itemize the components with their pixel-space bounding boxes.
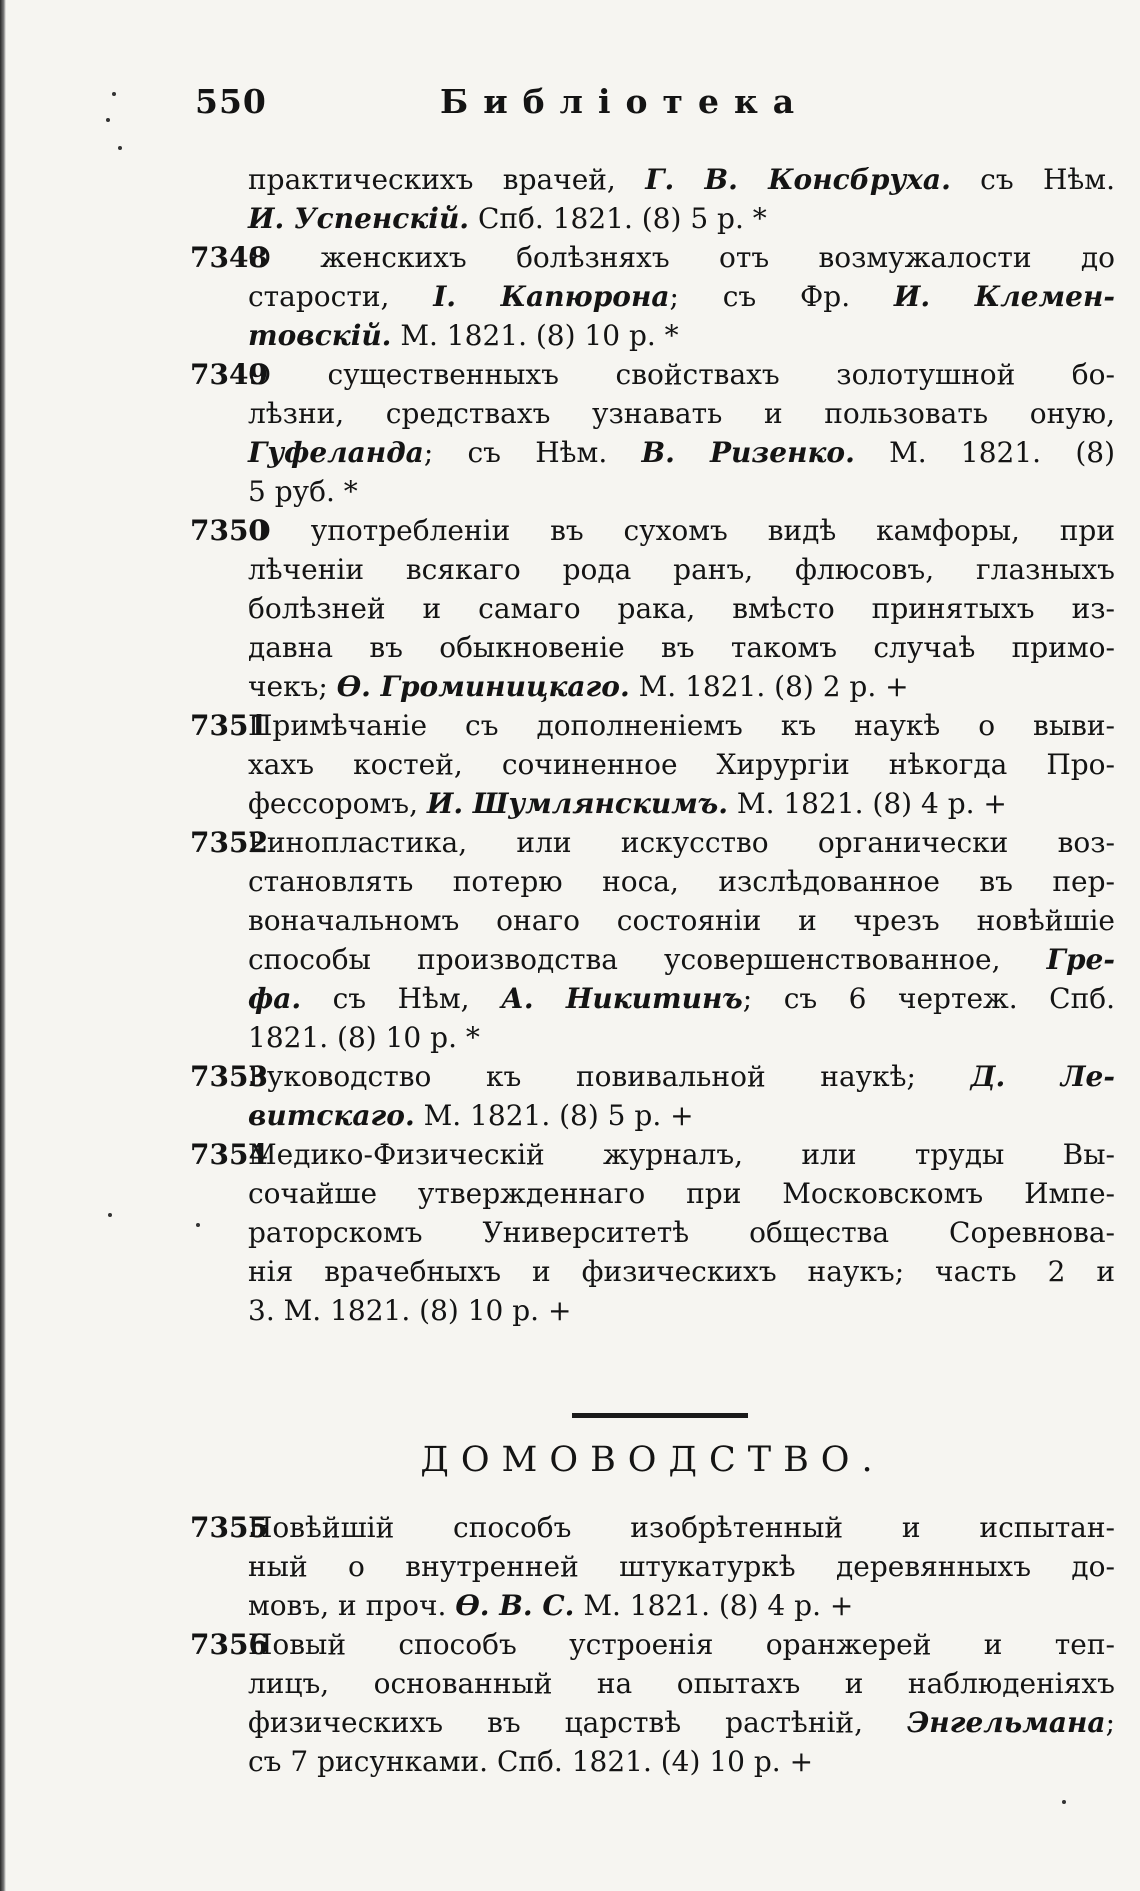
entry-text: воначальномъ онаго состояніи и чрезъ новѣйшіе — [248, 904, 1115, 937]
section-title: ДОМОВОДСТВО. — [420, 1440, 885, 1480]
entry-name-italic: И. Успенскій. — [248, 202, 470, 235]
entry-name-italic: фа. — [248, 982, 302, 1015]
entry-line — [248, 472, 1115, 511]
entry-line — [248, 1742, 1115, 1781]
entry-name-italic: Г. В. Консбруха. — [645, 163, 951, 196]
entry-line — [248, 1586, 1115, 1625]
entry-line — [248, 901, 1115, 940]
entry-line — [248, 940, 1115, 979]
entry-line — [248, 1096, 1115, 1135]
entry-text: Руководство къ повивальной наукѣ; — [248, 1060, 971, 1093]
entry-line — [248, 1291, 1115, 1330]
page-header — [195, 82, 1035, 130]
entry-text: лѣзни, средствахъ узнавать и пользовать оную, — [248, 397, 1115, 430]
entry-text: мовъ, и проч. — [248, 1589, 456, 1622]
entry-line — [248, 277, 1115, 316]
entry-line — [248, 1508, 1115, 1547]
entry-name-italic: Гре- — [1046, 943, 1115, 976]
entry-text: лѣченіи всякаго рода ранъ, флюсовъ, глазныхъ — [248, 553, 1115, 586]
scan-speck — [1062, 1800, 1066, 1804]
entry-line — [248, 1213, 1115, 1252]
catalog-entry — [190, 1625, 1115, 1781]
entry-number: 7356 — [190, 1628, 268, 1661]
entry-line — [248, 823, 1115, 862]
entry-line — [248, 160, 1115, 199]
entry-name-italic: товскій. — [248, 319, 392, 352]
entry-text: Примѣчаніе съ дополненіемъ къ наукѣ о выви- — [248, 709, 1115, 742]
entry-text: становлять потерю носа, изслѣдованное въ пер- — [248, 865, 1115, 898]
entry-text: болѣзней и самаго рака, вмѣсто принятыхъ из- — [248, 592, 1115, 625]
entry-text: раторскомъ Университетѣ общества Соревнова- — [248, 1216, 1115, 1249]
entry-text: хахъ костей, сочиненное Хирургіи нѣкогда Про- — [248, 748, 1115, 781]
entry-name-italic: Ѳ. Громиницкаго. — [336, 670, 630, 703]
section-divider-rule — [572, 1413, 748, 1418]
entry-text: М. 1821. (8) — [854, 436, 1115, 469]
entry-text: М. 1821. (8) 4 р. + — [574, 1589, 854, 1622]
entry-line — [248, 862, 1115, 901]
entry-name-italic: А. Никитинъ — [501, 982, 743, 1015]
entry-line — [248, 1547, 1115, 1586]
entry-text: практическихъ врачей, — [248, 163, 646, 196]
entry-text: ный о внутренней штукатуркѣ деревянныхъ до- — [248, 1550, 1115, 1583]
entry-text: сочайше утвержденнаго при Московскомъ Импе- — [248, 1177, 1115, 1210]
entry-name-italic: Гуфеланда — [248, 436, 424, 469]
catalog-entry — [190, 160, 1115, 238]
page-number: 550 — [195, 82, 267, 121]
entry-name-italic: В. Ризенко. — [641, 436, 855, 469]
entry-line — [248, 1664, 1115, 1703]
entry-number: 7353 — [190, 1060, 268, 1093]
scan-speck — [196, 1223, 200, 1227]
catalog-entry — [190, 706, 1115, 823]
entry-number: 7352 — [190, 826, 268, 859]
scan-speck — [106, 118, 110, 122]
entry-name-italic: Энгельмана — [907, 1706, 1106, 1739]
entry-line — [248, 550, 1115, 589]
running-title: Библіотека — [440, 82, 810, 121]
entry-line — [248, 589, 1115, 628]
entry-text: ; съ Нѣм. — [423, 436, 642, 469]
catalog-entry — [190, 1508, 1115, 1625]
entries-housekeeping — [190, 1508, 1115, 1781]
scan-speck — [108, 1213, 112, 1217]
entry-line — [248, 706, 1115, 745]
catalog-entry — [190, 1057, 1115, 1135]
entry-line — [248, 316, 1115, 355]
entry-text: М. 1821. (8) 4 р. + — [728, 787, 1007, 820]
entry-number: 7355 — [190, 1511, 268, 1544]
entry-line — [248, 394, 1115, 433]
entry-line — [248, 238, 1115, 277]
scan-speck — [118, 146, 122, 150]
entry-text: ; съ 6 чертеж. Спб. — [742, 982, 1115, 1015]
catalog-entry — [190, 511, 1115, 706]
entry-text: фессоромъ, — [248, 787, 427, 820]
entry-text: давна въ обыкновеніе въ такомъ случаѣ примо- — [248, 631, 1115, 664]
entry-number: 7350 — [190, 514, 268, 547]
entry-line — [248, 355, 1115, 394]
entry-line — [248, 1703, 1115, 1742]
entry-name-italic: Ѳ. В. С. — [455, 1589, 575, 1622]
entry-text: М. 1821. (8) 5 р. + — [414, 1099, 694, 1132]
catalog-entry — [190, 823, 1115, 1057]
entry-line — [248, 1135, 1115, 1174]
entry-line — [248, 1252, 1115, 1291]
entry-line — [248, 745, 1115, 784]
entry-text: М. 1821. (8) 10 р. * — [391, 319, 679, 352]
entry-text: 5 руб. * — [248, 475, 358, 508]
entry-name-italic: витскаго. — [248, 1099, 415, 1132]
entry-text: Спб. 1821. (8) 5 р. * — [469, 202, 767, 235]
entry-text: съ 7 рисунками. Спб. 1821. (4) 10 р. + — [248, 1745, 814, 1778]
catalog-entry — [190, 355, 1115, 511]
entry-text: Медико-Физическій журналъ, или труды Вы- — [248, 1138, 1115, 1171]
entry-number: 7349 — [190, 358, 268, 391]
entry-number: 7348 — [190, 241, 268, 274]
entry-text: О употребленіи въ сухомъ видѣ камфоры, при — [248, 514, 1115, 547]
entry-text: ; съ Фр. — [669, 280, 894, 313]
entry-text: О существенныхъ свойствахъ золотушной бо- — [248, 358, 1115, 391]
entry-text: 1821. (8) 10 р. * — [248, 1021, 480, 1054]
entry-text: ; — [1105, 1706, 1115, 1739]
entry-line — [248, 1625, 1115, 1664]
entry-line — [248, 1174, 1115, 1213]
entry-text: нія врачебныхъ и физическихъ наукъ; часть 2 и — [248, 1255, 1115, 1288]
entry-text: физическихъ въ царствѣ растѣній, — [248, 1706, 908, 1739]
entry-text: старости, — [248, 280, 434, 313]
entry-text: съ Нѣм. — [950, 163, 1115, 196]
entry-line — [248, 628, 1115, 667]
entry-text: О женскихъ болѣзняхъ отъ возмужалости до — [248, 241, 1115, 274]
scan-speck — [112, 92, 116, 96]
entry-text: Новый способъ устроенія оранжерей и теп- — [248, 1628, 1115, 1661]
entry-text: съ Нѣм, — [301, 982, 502, 1015]
entry-name-italic: Д. Ле- — [970, 1060, 1115, 1093]
entry-text: 3. М. 1821. (8) 10 р. + — [248, 1294, 572, 1327]
page-binding-edge — [0, 0, 6, 1891]
entry-line — [248, 979, 1115, 1018]
entry-line — [248, 433, 1115, 472]
entry-line — [248, 784, 1115, 823]
entry-text: М. 1821. (8) 2 р. + — [629, 670, 909, 703]
entry-name-italic: И. Шумлянскимъ. — [426, 787, 728, 820]
entry-text: Ринопластика, или искусство органически воз- — [248, 826, 1115, 859]
entry-line — [248, 199, 1115, 238]
entry-number: 7354 — [190, 1138, 268, 1171]
entry-text: способы производства усовершенствованное, — [248, 943, 1047, 976]
entry-line — [248, 1057, 1115, 1096]
entry-text: чекъ; — [248, 670, 337, 703]
catalog-entry — [190, 238, 1115, 355]
catalog-entry — [190, 1135, 1115, 1330]
entry-name-italic: И. Клемен- — [893, 280, 1116, 313]
entry-number: 7351 — [190, 709, 268, 742]
entry-name-italic: І. Капюрона — [433, 280, 670, 313]
entries-medicine — [190, 160, 1115, 1330]
entry-line — [248, 511, 1115, 550]
entry-text: Новѣйшій способъ изобрѣтенный и испытан- — [248, 1511, 1115, 1544]
entry-line — [248, 667, 1115, 706]
entry-text: лицъ, основанный на опытахъ и наблюденіяхъ — [248, 1667, 1115, 1700]
entry-line — [248, 1018, 1115, 1057]
